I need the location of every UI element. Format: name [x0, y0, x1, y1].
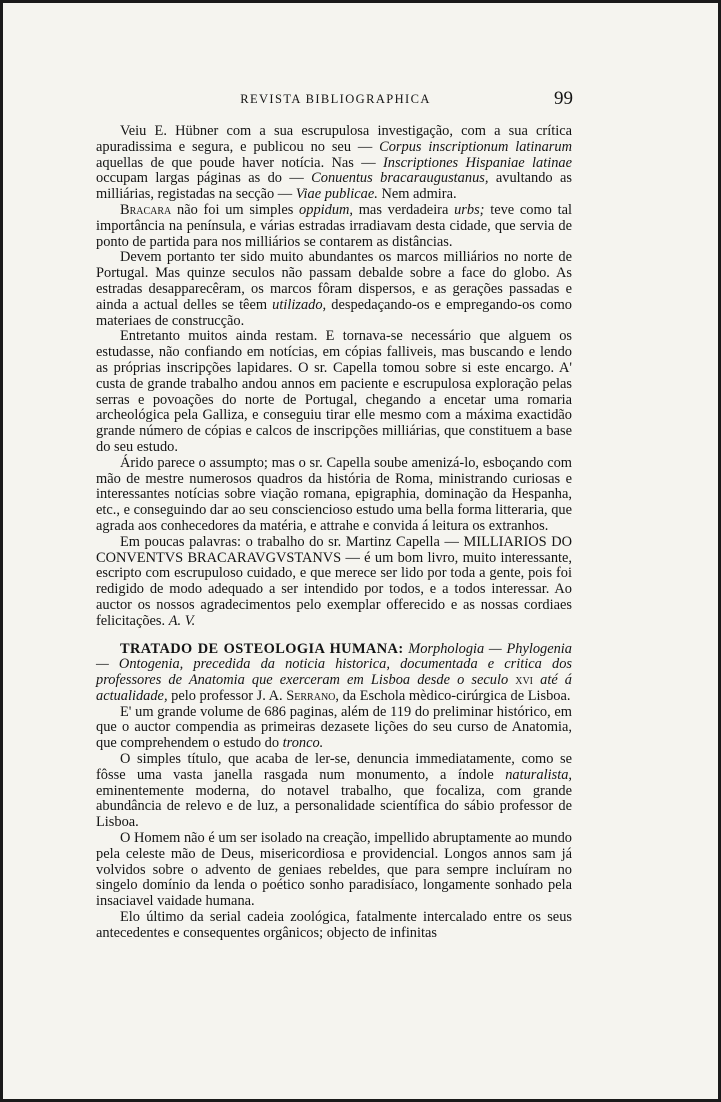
review1-signature: A. V. [168, 612, 196, 629]
review2-paragraph-3: O simples título, que acaba de ler-se, denuncia immediatamente, como se fôsse uma vasta janella rasgada num monumento, a índole naturalista, eminentemente moderna, do notavel trabalho, que focaliza, com grande abundância de relevo e de luz, a personalidade scientífica do sábio professor de Lisboa. [96, 751, 572, 831]
review2-paragraph-5: Elo último da serial cadeia zoológica, fatalmente intercalado entre os seus antecedentes e consequentes orgânicos; objecto de infinitas [96, 909, 572, 941]
review2-heading-paragraph: TRATADO DE OSTEOLOGIA HUMANA: Morphologia — Phylogenia — Ontogenia, precedida da noticia historica, documentada e critica dos professores de Anatomia que exerceram em Lisboa desde o seculo xvi até á actualidade, pelo professor J. A. Serrano, da Eschola mèdico-cirúrgica de Lisboa. [96, 640, 573, 704]
review2-paragraph-4: O Homem não é um ser isolado na creação, impellido abruptamente ao mundo pela celeste mão de Deus, misericordiosa e providencial. Longos annos sam já volvidos sobre o advento de geniaes rebeldes, que para sempre incluíram no singelo domínio da lenda o poético sonho paradisíaco, longamente sonhado pela insaciavel vaidade humana. [96, 830, 572, 910]
review1-paragraph-5: Árido parece o assumpto; mas o sr. Capella soube amenizá-lo, esboçando com mão de mestre numerosos quadros da história de Roma, ministrando curiosas e interessantes notícias sobre viação romana, epigraphia, dominação da Hespanha, etc., e conseguindo dar ao seu conscienciosо estudo uma bella forma litteraria, que agrada aos conhecedores da matéria, e attrahe e convida á leitura os extranhos. [96, 454, 572, 534]
review2-book-title: TRATADO DE OSTEOLOGIA HUMANA: [120, 640, 404, 657]
review1-paragraph-1: Veiu E. Hübner com a sua escrupulosa investigação, com a sua crítica apuradissima e segura, e publicou no seu — Corpus inscriptionum latinarum aquellas de que poude haver notícia. Nas — Inscriptiones Hispaniae latinae occupam largas páginas as do — Conuentus bracaraugustanus, avultando as milliárias, registadas na secção — Viae publicae. Nem admira. [96, 123, 572, 203]
review2-paragraph-2: E' um grande volume de 686 paginas, além de 119 do preliminar histórico, em que o auctor compendia as primeiras dezasete lições do seu curso de Anatomia, que comprehendem o estudo do tronco. [96, 703, 572, 752]
page-number: 99 [554, 88, 573, 109]
running-title: REVISTA BIBLIOGRAPHICA [240, 92, 431, 106]
review1-paragraph-3: Devem portanto ter sido muito abundantes os marcos milliários no norte de Portugal. Mas quinze seculos não passam debalde sobre a face do globo. As estradas desapparecêram, os marcos fôram dispersos, e as gerações passadas e ainda a actual delles se têem utilizado, despedaçando-os e empregando-os como materiaes de construcção. [96, 249, 572, 329]
page-header [98, 88, 573, 112]
page-body [96, 124, 572, 942]
review1-paragraph-2: Bracara não foi um simples oppidum, mas verdadeira urbs; teve como tal importância na península, e várias estradas irradiavam desta cidade, que servia de ponto de partida para nos milliários se contarem as distâncias. [96, 201, 572, 250]
review1-paragraph-6: Em poucas palavras: o trabalho do sr. Martinz Capella — MILLIARIOS DO CONVENTVS BRACARAVGVSTANVS — é um bom livro, muito interessante, escripto com escrupuloso cuidado, e que merece ser lido por toda a gente, pois foi redigido de modo adequado a ser intendido por todos, e a todos interessar. Ao auctor os nossos agradecimentos pelo exemplar offerecido e as nossas cordiaes felicitações. A. V. [96, 533, 572, 629]
review1-paragraph-4: Entretanto muitos ainda restam. E tornava-se necessário que alguem os estudasse, não confiando em notícias, em cópias falliveis, mas buscando e lendo as próprias inscripções lapidares. O sr. Capella tomou sobre si este encargo. A' custa de grande trabalho andou annos em paciente e escrupulosa exploração pelas serras e povoações do norte de Portugal, chegando a encetar uma romaria archeológica pela Galliza, e conseguiu tirar elle mesmo com a máxima exactidão grande número de cópias e calcos de inscripções milliárias, que constituem a base do seu estudo. [96, 328, 572, 455]
